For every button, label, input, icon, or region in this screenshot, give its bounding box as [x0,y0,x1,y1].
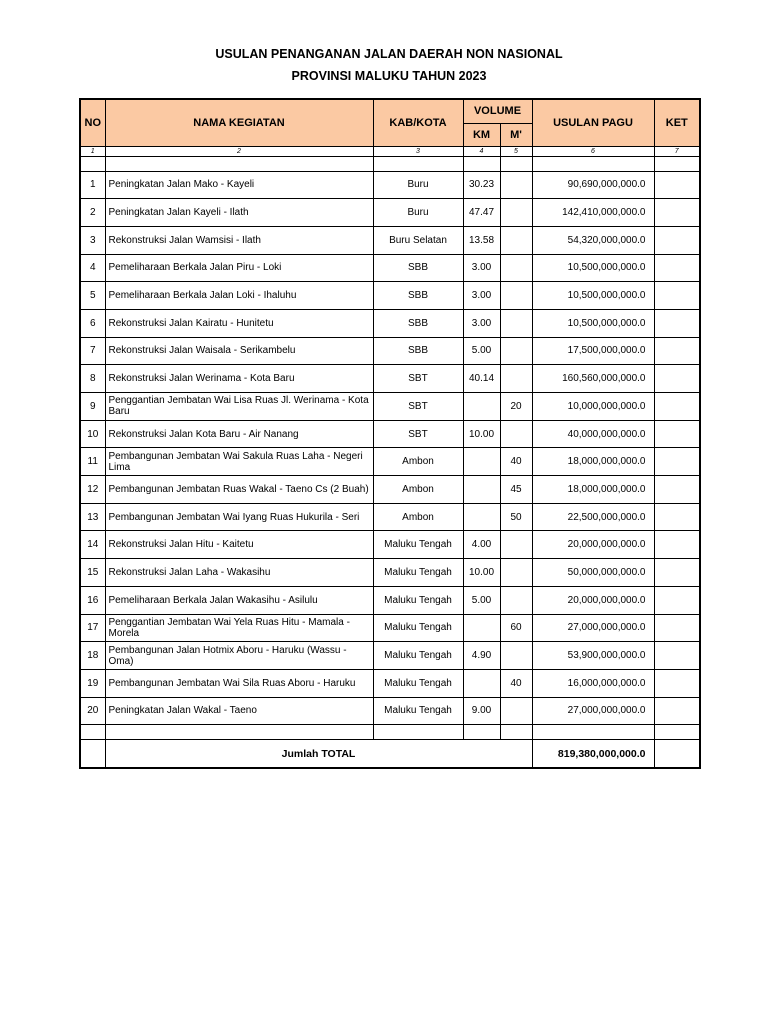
cell-kab-kota: SBB [373,254,463,282]
cell-km: 3.00 [463,282,500,310]
cell-m [500,337,532,365]
cell-ket [654,669,700,697]
table-body [80,146,700,768]
cell-usulan-pagu: 10,500,000,000.0 [532,309,654,337]
table-row [80,254,700,282]
cell-ket [654,420,700,448]
cell-km [463,448,500,476]
table-row [80,642,700,670]
cell-usulan-pagu: 142,410,000,000.0 [532,199,654,227]
cell-no: 10 [80,420,105,448]
cell-nama-kegiatan: Rekonstruksi Jalan Werinama - Kota Baru [105,365,373,393]
cell-ket [654,559,700,587]
cell-km [463,614,500,642]
cell-kab-kota: SBB [373,337,463,365]
cell-km: 30.23 [463,171,500,199]
cell-ket [654,531,700,559]
cell-usulan-pagu: 18,000,000,000.0 [532,476,654,504]
cell-ket [654,365,700,393]
cell-km: 40.14 [463,365,500,393]
cell-kab-kota: Maluku Tengah [373,669,463,697]
table-row [80,365,700,393]
column-number-row [80,146,700,156]
cell-m [500,642,532,670]
col-number: 5 [500,146,532,156]
cell-usulan-pagu: 20,000,000,000.0 [532,586,654,614]
cell-ket [654,171,700,199]
table-row [80,503,700,531]
document-title: USULAN PENANGANAN JALAN DAERAH NON NASIONAL [215,47,563,61]
cell-kab-kota: Ambon [373,476,463,504]
header-nama-kegiatan: NAMA KEGIATAN [105,99,373,146]
cell-nama-kegiatan: Rekonstruksi Jalan Waisala - Serikambelu [105,337,373,365]
cell-nama-kegiatan: Penggantian Jembatan Wai Yela Ruas Hitu - Mamala - Morela [105,614,373,642]
cell-ket [654,503,700,531]
cell-km [463,669,500,697]
table-row [80,420,700,448]
cell-nama-kegiatan: Pembangunan Jembatan Ruas Wakal - Taeno Cs (2 Buah) [105,476,373,504]
table-row [80,199,700,227]
cell-ket [654,393,700,421]
cell-usulan-pagu: 27,000,000,000.0 [532,614,654,642]
total-value: 819,380,000,000.0 [532,740,654,769]
cell-kab-kota: Buru [373,171,463,199]
cell-m [500,199,532,227]
cell-km: 10.00 [463,559,500,587]
cell-usulan-pagu: 54,320,000,000.0 [532,226,654,254]
cell-m: 50 [500,503,532,531]
cell-nama-kegiatan: Pemeliharaan Berkala Jalan Piru - Loki [105,254,373,282]
cell-ket [654,337,700,365]
cell-nama-kegiatan: Pemeliharaan Berkala Jalan Loki - Ihaluhu [105,282,373,310]
cell-usulan-pagu: 40,000,000,000.0 [532,420,654,448]
cell-kab-kota: Maluku Tengah [373,531,463,559]
cell-usulan-pagu: 10,500,000,000.0 [532,254,654,282]
header-ket: KET [654,99,700,146]
cell-no: 16 [80,586,105,614]
cell-km: 3.00 [463,309,500,337]
cell-no: 14 [80,531,105,559]
cell-m: 60 [500,614,532,642]
header-km: KM [463,123,500,146]
cell-kab-kota: SBT [373,420,463,448]
cell-km: 47.47 [463,199,500,227]
cell-ket [654,282,700,310]
spacer-row [80,156,700,171]
cell-no: 4 [80,254,105,282]
header-usulan-pagu: USULAN PAGU [532,99,654,146]
cell-nama-kegiatan: Rekonstruksi Jalan Laha - Wakasihu [105,559,373,587]
cell-m [500,365,532,393]
cell-ket [654,254,700,282]
cell-no: 13 [80,503,105,531]
cell-no: 2 [80,199,105,227]
cell-km: 3.00 [463,254,500,282]
cell-usulan-pagu: 90,690,000,000.0 [532,171,654,199]
cell-nama-kegiatan: Pembangunan Jembatan Wai Sakula Ruas Laha - Negeri Lima [105,448,373,476]
cell-usulan-pagu: 160,560,000,000.0 [532,365,654,393]
cell-kab-kota: Ambon [373,503,463,531]
col-number: 1 [80,146,105,156]
cell-no: 11 [80,448,105,476]
cell-kab-kota: Maluku Tengah [373,697,463,725]
cell-kab-kota: SBB [373,282,463,310]
total-label: Jumlah TOTAL [105,740,532,769]
cell-km: 5.00 [463,586,500,614]
cell-ket [654,309,700,337]
table-row [80,669,700,697]
table-row [80,171,700,199]
cell-no: 3 [80,226,105,254]
cell-nama-kegiatan: Rekonstruksi Jalan Hitu - Kaitetu [105,531,373,559]
table-row [80,226,700,254]
cell-nama-kegiatan: Pembangunan Jembatan Wai Sila Ruas Aboru - Haruku [105,669,373,697]
cell-km: 13.58 [463,226,500,254]
table-row [80,282,700,310]
table-row [80,559,700,587]
cell-m [500,226,532,254]
cell-usulan-pagu: 17,500,000,000.0 [532,337,654,365]
cell-kab-kota: Maluku Tengah [373,642,463,670]
cell-m: 40 [500,669,532,697]
cell-m [500,531,532,559]
cell-no: 7 [80,337,105,365]
cell-km: 5.00 [463,337,500,365]
cell-kab-kota: Maluku Tengah [373,586,463,614]
cell-m [500,420,532,448]
table-row [80,337,700,365]
cell-no: 8 [80,365,105,393]
cell-no: 12 [80,476,105,504]
cell-nama-kegiatan: Rekonstruksi Jalan Kairatu - Hunitetu [105,309,373,337]
cell-kab-kota: Maluku Tengah [373,559,463,587]
header-m: M' [500,123,532,146]
cell-m: 40 [500,448,532,476]
cell-ket [654,697,700,725]
cell-nama-kegiatan: Pembangunan Jembatan Wai Iyang Ruas Hukurila - Seri [105,503,373,531]
cell-m [500,254,532,282]
cell-no: 17 [80,614,105,642]
header-no: NO [80,99,105,146]
budget-table [79,98,701,769]
cell-m [500,697,532,725]
header-kab-kota: KAB/KOTA [373,99,463,146]
col-number: 3 [373,146,463,156]
cell-ket [654,448,700,476]
cell-no: 6 [80,309,105,337]
cell-ket [654,476,700,504]
cell-nama-kegiatan: Pemeliharaan Berkala Jalan Wakasihu - Asilulu [105,586,373,614]
cell-kab-kota: Maluku Tengah [373,614,463,642]
cell-kab-kota: Ambon [373,448,463,476]
cell-km: 4.00 [463,531,500,559]
cell-usulan-pagu: 10,500,000,000.0 [532,282,654,310]
cell-usulan-pagu: 22,500,000,000.0 [532,503,654,531]
cell-kab-kota: Buru [373,199,463,227]
table-row [80,448,700,476]
cell-no: 20 [80,697,105,725]
cell-km: 4.90 [463,642,500,670]
cell-usulan-pagu: 10,000,000,000.0 [532,393,654,421]
cell-m [500,559,532,587]
cell-usulan-pagu: 18,000,000,000.0 [532,448,654,476]
cell-km [463,503,500,531]
table-row [80,614,700,642]
table-row [80,393,700,421]
cell-kab-kota: Buru Selatan [373,226,463,254]
cell-ket [654,642,700,670]
col-number: 6 [532,146,654,156]
cell-usulan-pagu: 50,000,000,000.0 [532,559,654,587]
cell-kab-kota: SBB [373,309,463,337]
cell-usulan-pagu: 53,900,000,000.0 [532,642,654,670]
cell-nama-kegiatan: Peningkatan Jalan Mako - Kayeli [105,171,373,199]
cell-no: 1 [80,171,105,199]
cell-ket [654,586,700,614]
table-row [80,531,700,559]
cell-km: 10.00 [463,420,500,448]
total-row [80,740,700,769]
col-number: 4 [463,146,500,156]
cell-no: 5 [80,282,105,310]
cell-no: 9 [80,393,105,421]
table-row [80,697,700,725]
cell-no: 18 [80,642,105,670]
cell-km [463,393,500,421]
spacer-row [80,725,700,740]
table-row [80,309,700,337]
cell-no: 15 [80,559,105,587]
cell-km: 9.00 [463,697,500,725]
cell-nama-kegiatan: Peningkatan Jalan Wakal - Taeno [105,697,373,725]
cell-m [500,171,532,199]
cell-m: 45 [500,476,532,504]
cell-ket [654,226,700,254]
cell-ket [654,199,700,227]
cell-m [500,586,532,614]
cell-nama-kegiatan: Peningkatan Jalan Kayeli - Ilath [105,199,373,227]
cell-usulan-pagu: 16,000,000,000.0 [532,669,654,697]
cell-nama-kegiatan: Penggantian Jembatan Wai Lisa Ruas Jl. Werinama - Kota Baru [105,393,373,421]
header-volume: VOLUME [463,99,532,123]
table-row [80,586,700,614]
cell-usulan-pagu: 20,000,000,000.0 [532,531,654,559]
cell-nama-kegiatan: Pembangunan Jalan Hotmix Aboru - Haruku (Wassu - Oma) [105,642,373,670]
col-number: 2 [105,146,373,156]
table-row [80,476,700,504]
cell-m: 20 [500,393,532,421]
cell-m [500,309,532,337]
cell-ket [654,614,700,642]
document-subtitle: PROVINSI MALUKU TAHUN 2023 [291,69,487,83]
cell-kab-kota: SBT [373,393,463,421]
cell-kab-kota: SBT [373,365,463,393]
col-number: 7 [654,146,700,156]
cell-usulan-pagu: 27,000,000,000.0 [532,697,654,725]
cell-no: 19 [80,669,105,697]
cell-nama-kegiatan: Rekonstruksi Jalan Wamsisi - Ilath [105,226,373,254]
cell-km [463,476,500,504]
cell-m [500,282,532,310]
cell-nama-kegiatan: Rekonstruksi Jalan Kota Baru - Air Nanang [105,420,373,448]
